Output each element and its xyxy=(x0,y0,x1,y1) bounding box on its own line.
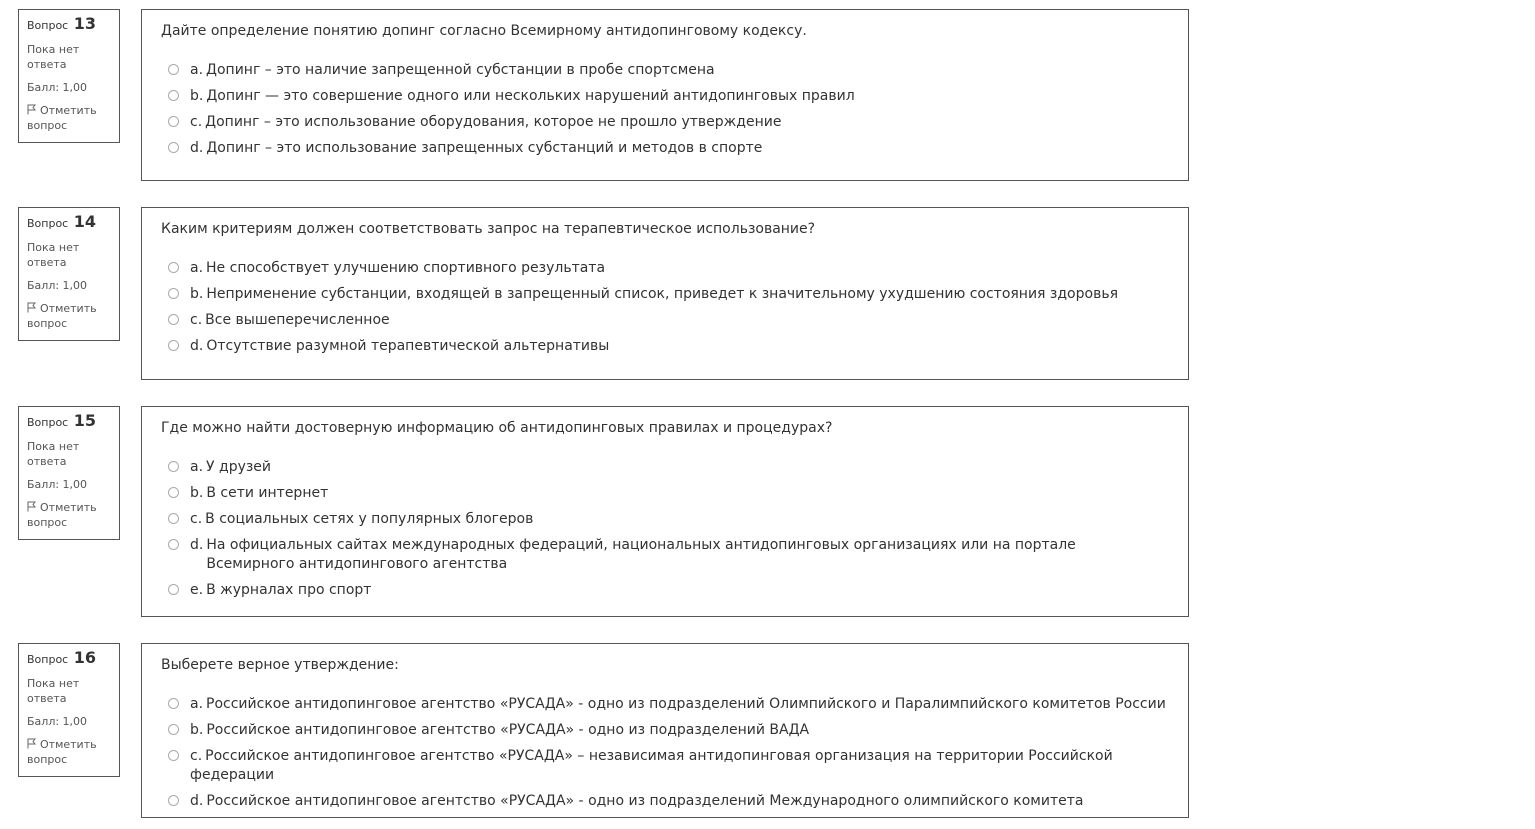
answer-list xyxy=(168,458,1188,618)
question-number: Вопрос 16 xyxy=(27,648,96,667)
answer-option-d[interactable]: d. Российское антидопинговое агентство «РУСАДА» - одно из подразделений Международного олимпийского комитета xyxy=(168,792,1188,811)
question-content xyxy=(141,9,1189,181)
answer-option-b[interactable]: b. Неприменение субстанции, входящей в запрещенный список, приведет к значительному ухудшению состояния здоровья xyxy=(168,285,1188,304)
question-number: Вопрос 14 xyxy=(27,212,96,231)
radio-button[interactable] xyxy=(168,487,179,498)
flag-icon xyxy=(27,738,37,749)
radio-button[interactable] xyxy=(168,795,179,806)
question-info xyxy=(18,406,120,540)
question-info xyxy=(18,207,120,341)
answer-option-c[interactable]: c. Допинг – это использование оборудования, которое не прошло утверждение xyxy=(168,113,1188,132)
question-info xyxy=(18,9,120,143)
radio-button[interactable] xyxy=(168,288,179,299)
answer-option-a[interactable]: a. У друзей xyxy=(168,458,1188,477)
flag-icon xyxy=(27,302,37,313)
flag-question-button[interactable]: Отметить вопрос xyxy=(27,104,97,132)
answer-list xyxy=(168,61,1188,176)
question-grade: Балл: 1,00 xyxy=(27,715,88,728)
radio-button[interactable] xyxy=(168,750,179,761)
radio-button[interactable] xyxy=(168,116,179,127)
answer-option-d[interactable]: d. На официальных сайтах международных федераций, национальных антидопинговых организациях или на портале Всемирного антидопингового агентства xyxy=(168,536,1188,574)
question-text: Дайте определение понятию допинг согласно Всемирному антидопинговому кодексу. xyxy=(161,23,807,39)
radio-button[interactable] xyxy=(168,584,179,595)
radio-button[interactable] xyxy=(168,461,179,472)
answer-option-a[interactable]: a. Российское антидопинговое агентство «РУСАДА» - одно из подразделений Олимпийского и Паралимпийского комитетов России xyxy=(168,695,1188,714)
answer-option-a[interactable]: a. Допинг – это наличие запрещенной субстанции в пробе спортсмена xyxy=(168,61,1188,80)
radio-button[interactable] xyxy=(168,262,179,273)
question-text: Каким критериям должен соответствовать запрос на терапевтическое использование? xyxy=(161,221,816,237)
flag-question-button[interactable]: Отметить вопрос xyxy=(27,738,97,766)
radio-button[interactable] xyxy=(168,513,179,524)
question-content xyxy=(141,643,1189,818)
question-state: Пока нет ответа xyxy=(27,43,80,71)
answer-option-b[interactable]: b. Российское антидопинговое агентство «РУСАДА» - одно из подразделений ВАДА xyxy=(168,721,1188,740)
question-grade: Балл: 1,00 xyxy=(27,279,88,292)
answer-option-d[interactable]: d. Отсутствие разумной терапевтической альтернативы xyxy=(168,337,1188,356)
radio-button[interactable] xyxy=(168,698,179,709)
question-text: Где можно найти достоверную информацию об антидопинговых правилах и процедурах? xyxy=(161,420,833,436)
question-grade: Балл: 1,00 xyxy=(27,81,88,94)
question-content xyxy=(141,207,1189,380)
answer-option-d[interactable]: d. Допинг – это использование запрещенных субстанций и методов в спорте xyxy=(168,139,1188,158)
question-state: Пока нет ответа xyxy=(27,241,80,269)
answer-list xyxy=(168,695,1188,829)
radio-button[interactable] xyxy=(168,90,179,101)
answer-option-b[interactable]: b. В сети интернет xyxy=(168,484,1188,503)
answer-option-a[interactable]: a. Не способствует улучшению спортивного результата xyxy=(168,259,1188,278)
question-number: Вопрос 13 xyxy=(27,14,96,33)
flag-question-button[interactable]: Отметить вопрос xyxy=(27,501,97,529)
question-number: Вопрос 15 xyxy=(27,411,96,430)
answer-option-c[interactable]: c. Российское антидопинговое агентство «РУСАДА» – независимая антидопинговая организация на территории Российской федерации xyxy=(168,747,1188,785)
radio-button[interactable] xyxy=(168,64,179,75)
radio-button[interactable] xyxy=(168,340,179,351)
question-state: Пока нет ответа xyxy=(27,677,80,705)
answer-option-c[interactable]: c. В социальных сетях у популярных блогеров xyxy=(168,510,1188,529)
radio-button[interactable] xyxy=(168,314,179,325)
answer-list xyxy=(168,259,1188,374)
radio-button[interactable] xyxy=(168,724,179,735)
answer-option-c[interactable]: c. Все вышеперечисленное xyxy=(168,311,1188,330)
question-text: Выберете верное утверждение: xyxy=(161,657,399,673)
question-info xyxy=(18,643,120,777)
flag-icon xyxy=(27,501,37,512)
radio-button[interactable] xyxy=(168,539,179,550)
question-state: Пока нет ответа xyxy=(27,440,80,468)
flag-question-button[interactable]: Отметить вопрос xyxy=(27,302,97,330)
question-content xyxy=(141,406,1189,617)
answer-option-b[interactable]: b. Допинг — это совершение одного или нескольких нарушений антидопинговых правил xyxy=(168,87,1188,106)
flag-icon xyxy=(27,104,37,115)
question-grade: Балл: 1,00 xyxy=(27,478,88,491)
radio-button[interactable] xyxy=(168,142,179,153)
answer-option-e[interactable]: e. В журналах про спорт xyxy=(168,581,1188,600)
